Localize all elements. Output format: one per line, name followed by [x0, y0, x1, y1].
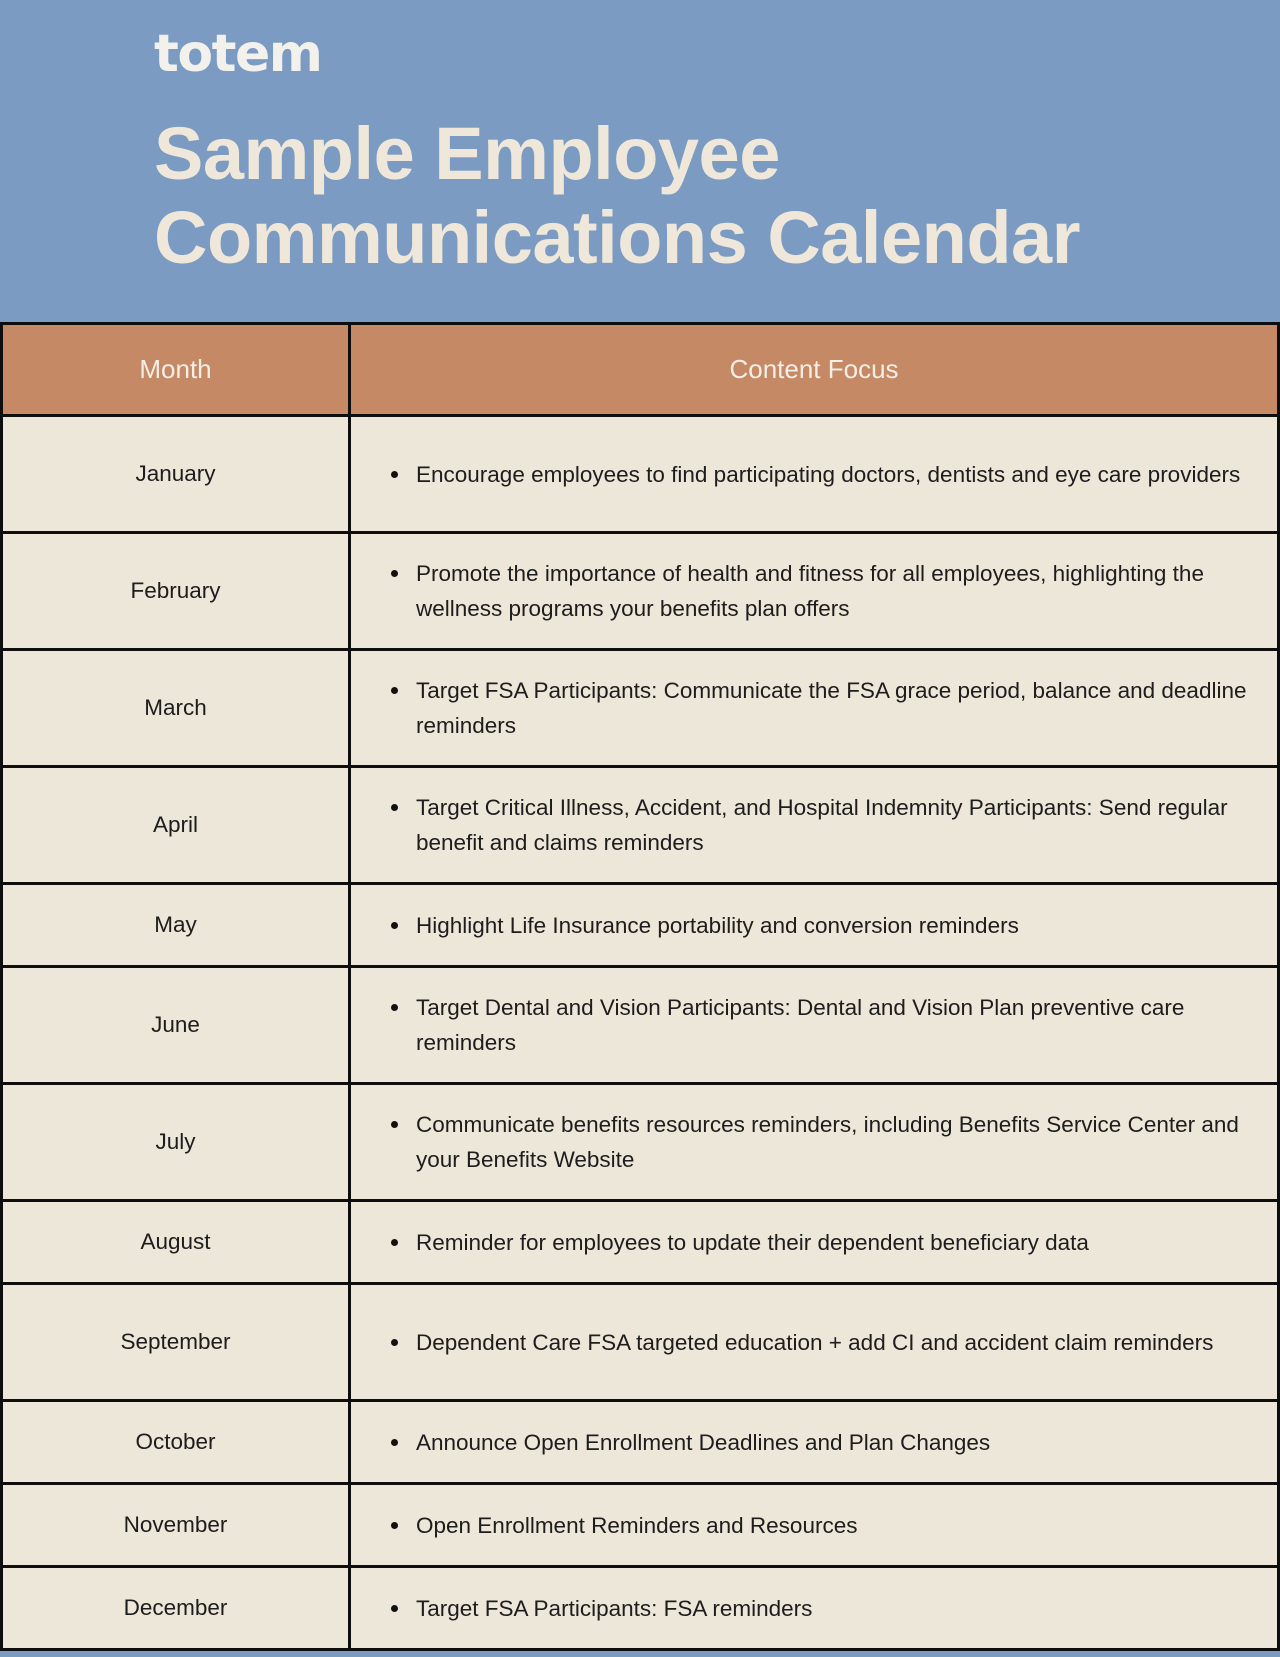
bullet-list: [391, 1425, 1247, 1460]
table-row: [2, 1084, 1279, 1201]
month-cell: January: [2, 416, 350, 533]
content-focus-cell: [350, 1284, 1279, 1401]
page-header: [0, 0, 1280, 322]
table-row: [2, 1484, 1279, 1567]
bullet-list: [391, 1508, 1247, 1543]
table-row: [2, 1284, 1279, 1401]
table-row: [2, 767, 1279, 884]
month-cell: December: [2, 1567, 350, 1650]
bullet-item: Dependent Care FSA targeted education + add CI and accident claim reminders: [391, 1325, 1247, 1360]
bullet-list: [391, 1325, 1247, 1360]
page-title: [154, 112, 1204, 280]
content-focus-cell: [350, 884, 1279, 967]
table-header-row: [2, 324, 1279, 416]
column-header-month: Month: [2, 324, 350, 416]
month-cell: April: [2, 767, 350, 884]
month-cell: March: [2, 650, 350, 767]
table-row: [2, 884, 1279, 967]
month-cell: May: [2, 884, 350, 967]
bullet-list: [391, 790, 1247, 860]
bullet-item: Target Dental and Vision Participants: Dental and Vision Plan preventive care reminders: [391, 990, 1247, 1060]
table-row: [2, 1201, 1279, 1284]
bullet-item: Target FSA Participants: Communicate the FSA grace period, balance and deadline reminders: [391, 673, 1247, 743]
table-row: [2, 1567, 1279, 1650]
totem-logo: totem: [154, 24, 322, 84]
content-focus-cell: [350, 650, 1279, 767]
bullet-item: Highlight Life Insurance portability and conversion reminders: [391, 908, 1247, 943]
table-row: [2, 533, 1279, 650]
table-row: [2, 416, 1279, 533]
page-title-line-2: Communications Calendar: [154, 196, 1081, 279]
content-focus-cell: [350, 1401, 1279, 1484]
content-focus-cell: [350, 1201, 1279, 1284]
month-cell: August: [2, 1201, 350, 1284]
bullet-list: [391, 556, 1247, 626]
month-cell: February: [2, 533, 350, 650]
bullet-item: Communicate benefits resources reminders, including Benefits Service Center and your Benefits Website: [391, 1107, 1247, 1177]
bullet-list: [391, 908, 1247, 943]
content-focus-cell: [350, 416, 1279, 533]
bullet-list: [391, 457, 1247, 492]
bullet-item: Announce Open Enrollment Deadlines and Plan Changes: [391, 1425, 1247, 1460]
column-header-content-focus: Content Focus: [350, 324, 1279, 416]
bullet-list: [391, 1591, 1247, 1626]
table-row: [2, 650, 1279, 767]
communications-calendar-table: [0, 322, 1280, 1651]
month-cell: September: [2, 1284, 350, 1401]
month-cell: November: [2, 1484, 350, 1567]
bullet-item: Encourage employees to find participating doctors, dentists and eye care providers: [391, 457, 1247, 492]
content-focus-cell: [350, 967, 1279, 1084]
bullet-list: [391, 990, 1247, 1060]
content-focus-cell: [350, 533, 1279, 650]
month-cell: October: [2, 1401, 350, 1484]
table-row: [2, 967, 1279, 1084]
bullet-list: [391, 1225, 1247, 1260]
bullet-list: [391, 673, 1247, 743]
bullet-item: Promote the importance of health and fitness for all employees, highlighting the wellness programs your benefits plan offers: [391, 556, 1247, 626]
content-focus-cell: [350, 1484, 1279, 1567]
page-title-line-1: Sample Employee: [154, 112, 780, 195]
bullet-list: [391, 1107, 1247, 1177]
bullet-item: Open Enrollment Reminders and Resources: [391, 1508, 1247, 1543]
bullet-item: Target FSA Participants: FSA reminders: [391, 1591, 1247, 1626]
content-focus-cell: [350, 767, 1279, 884]
bullet-item: Reminder for employees to update their dependent beneficiary data: [391, 1225, 1247, 1260]
table-row: [2, 1401, 1279, 1484]
month-cell: July: [2, 1084, 350, 1201]
content-focus-cell: [350, 1084, 1279, 1201]
bullet-item: Target Critical Illness, Accident, and Hospital Indemnity Participants: Send regular benefit and claims reminders: [391, 790, 1247, 860]
content-focus-cell: [350, 1567, 1279, 1650]
month-cell: June: [2, 967, 350, 1084]
